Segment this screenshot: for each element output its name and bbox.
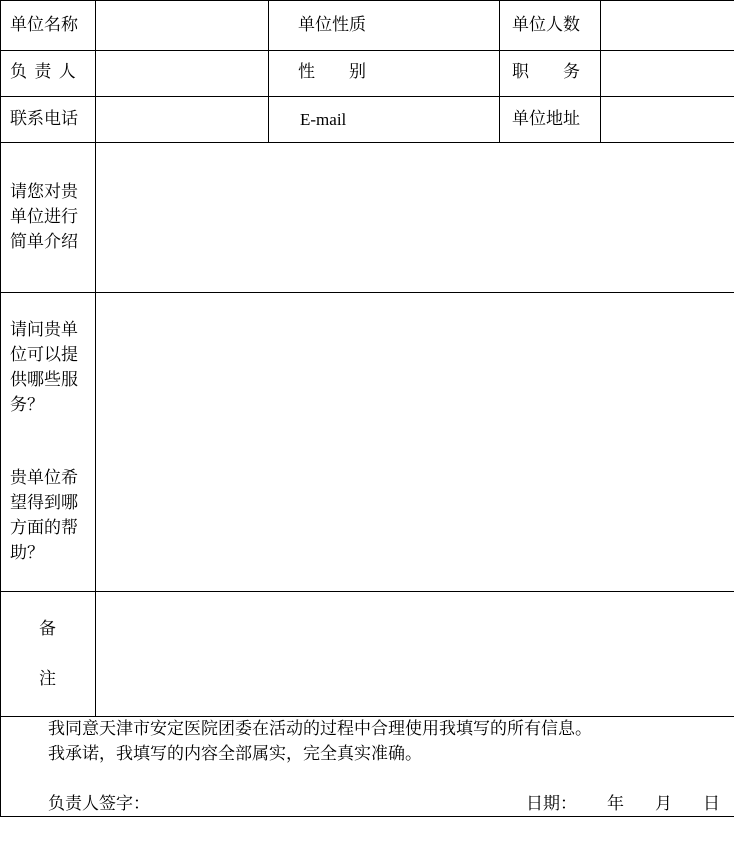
signature-label: 负责人签字：	[48, 794, 150, 814]
field-address[interactable]	[601, 97, 734, 142]
label-responsible: 负 责 人	[10, 62, 76, 82]
label-email: E-mail	[300, 110, 347, 129]
date-year-label: 年	[607, 794, 624, 814]
label-unit-name: 单位名称	[10, 15, 78, 35]
consent-line-1: 我同意天津市安定医院团委在活动的过程中合理使用我填写的所有信息。	[48, 719, 592, 739]
field-position[interactable]	[601, 51, 734, 96]
label-intro: 请您对贵 单位进行 简单介绍	[10, 182, 78, 252]
field-intro[interactable]	[96, 143, 734, 292]
date-month-label: 月	[655, 794, 672, 814]
label-position: 职 务	[512, 62, 580, 82]
date-day-label: 日	[703, 794, 720, 814]
field-phone[interactable]	[96, 97, 268, 142]
rule-col3	[499, 0, 500, 142]
date-label: 日期：	[526, 794, 577, 814]
label-address: 单位地址	[512, 109, 580, 129]
rule-col2	[268, 0, 269, 142]
field-services-help[interactable]	[96, 293, 734, 591]
label-gender: 性 别	[298, 62, 366, 82]
label-services: 请问贵单 位可以提 供哪些服 务？	[10, 320, 78, 415]
field-unit-headcount[interactable]	[601, 1, 734, 50]
field-responsible[interactable]	[96, 51, 268, 96]
rule-left	[0, 0, 1, 817]
label-remarks-1: 备	[39, 619, 56, 639]
field-unit-nature[interactable]	[384, 1, 499, 50]
field-unit-name[interactable]	[96, 1, 268, 50]
label-unit-nature: 单位性质	[298, 15, 366, 35]
field-gender[interactable]	[384, 51, 499, 96]
field-remarks[interactable]	[96, 592, 734, 716]
label-remarks-2: 注	[39, 669, 56, 689]
signature-field[interactable]	[154, 790, 504, 814]
consent-line-2: 我承诺，我填写的内容全部属实，完全真实准确。	[48, 744, 422, 764]
field-email[interactable]	[384, 97, 499, 142]
label-phone: 联系电话	[10, 109, 78, 129]
label-unit-headcount: 单位人数	[512, 15, 580, 35]
label-help: 贵单位希 望得到哪 方面的帮 助？	[10, 468, 78, 563]
